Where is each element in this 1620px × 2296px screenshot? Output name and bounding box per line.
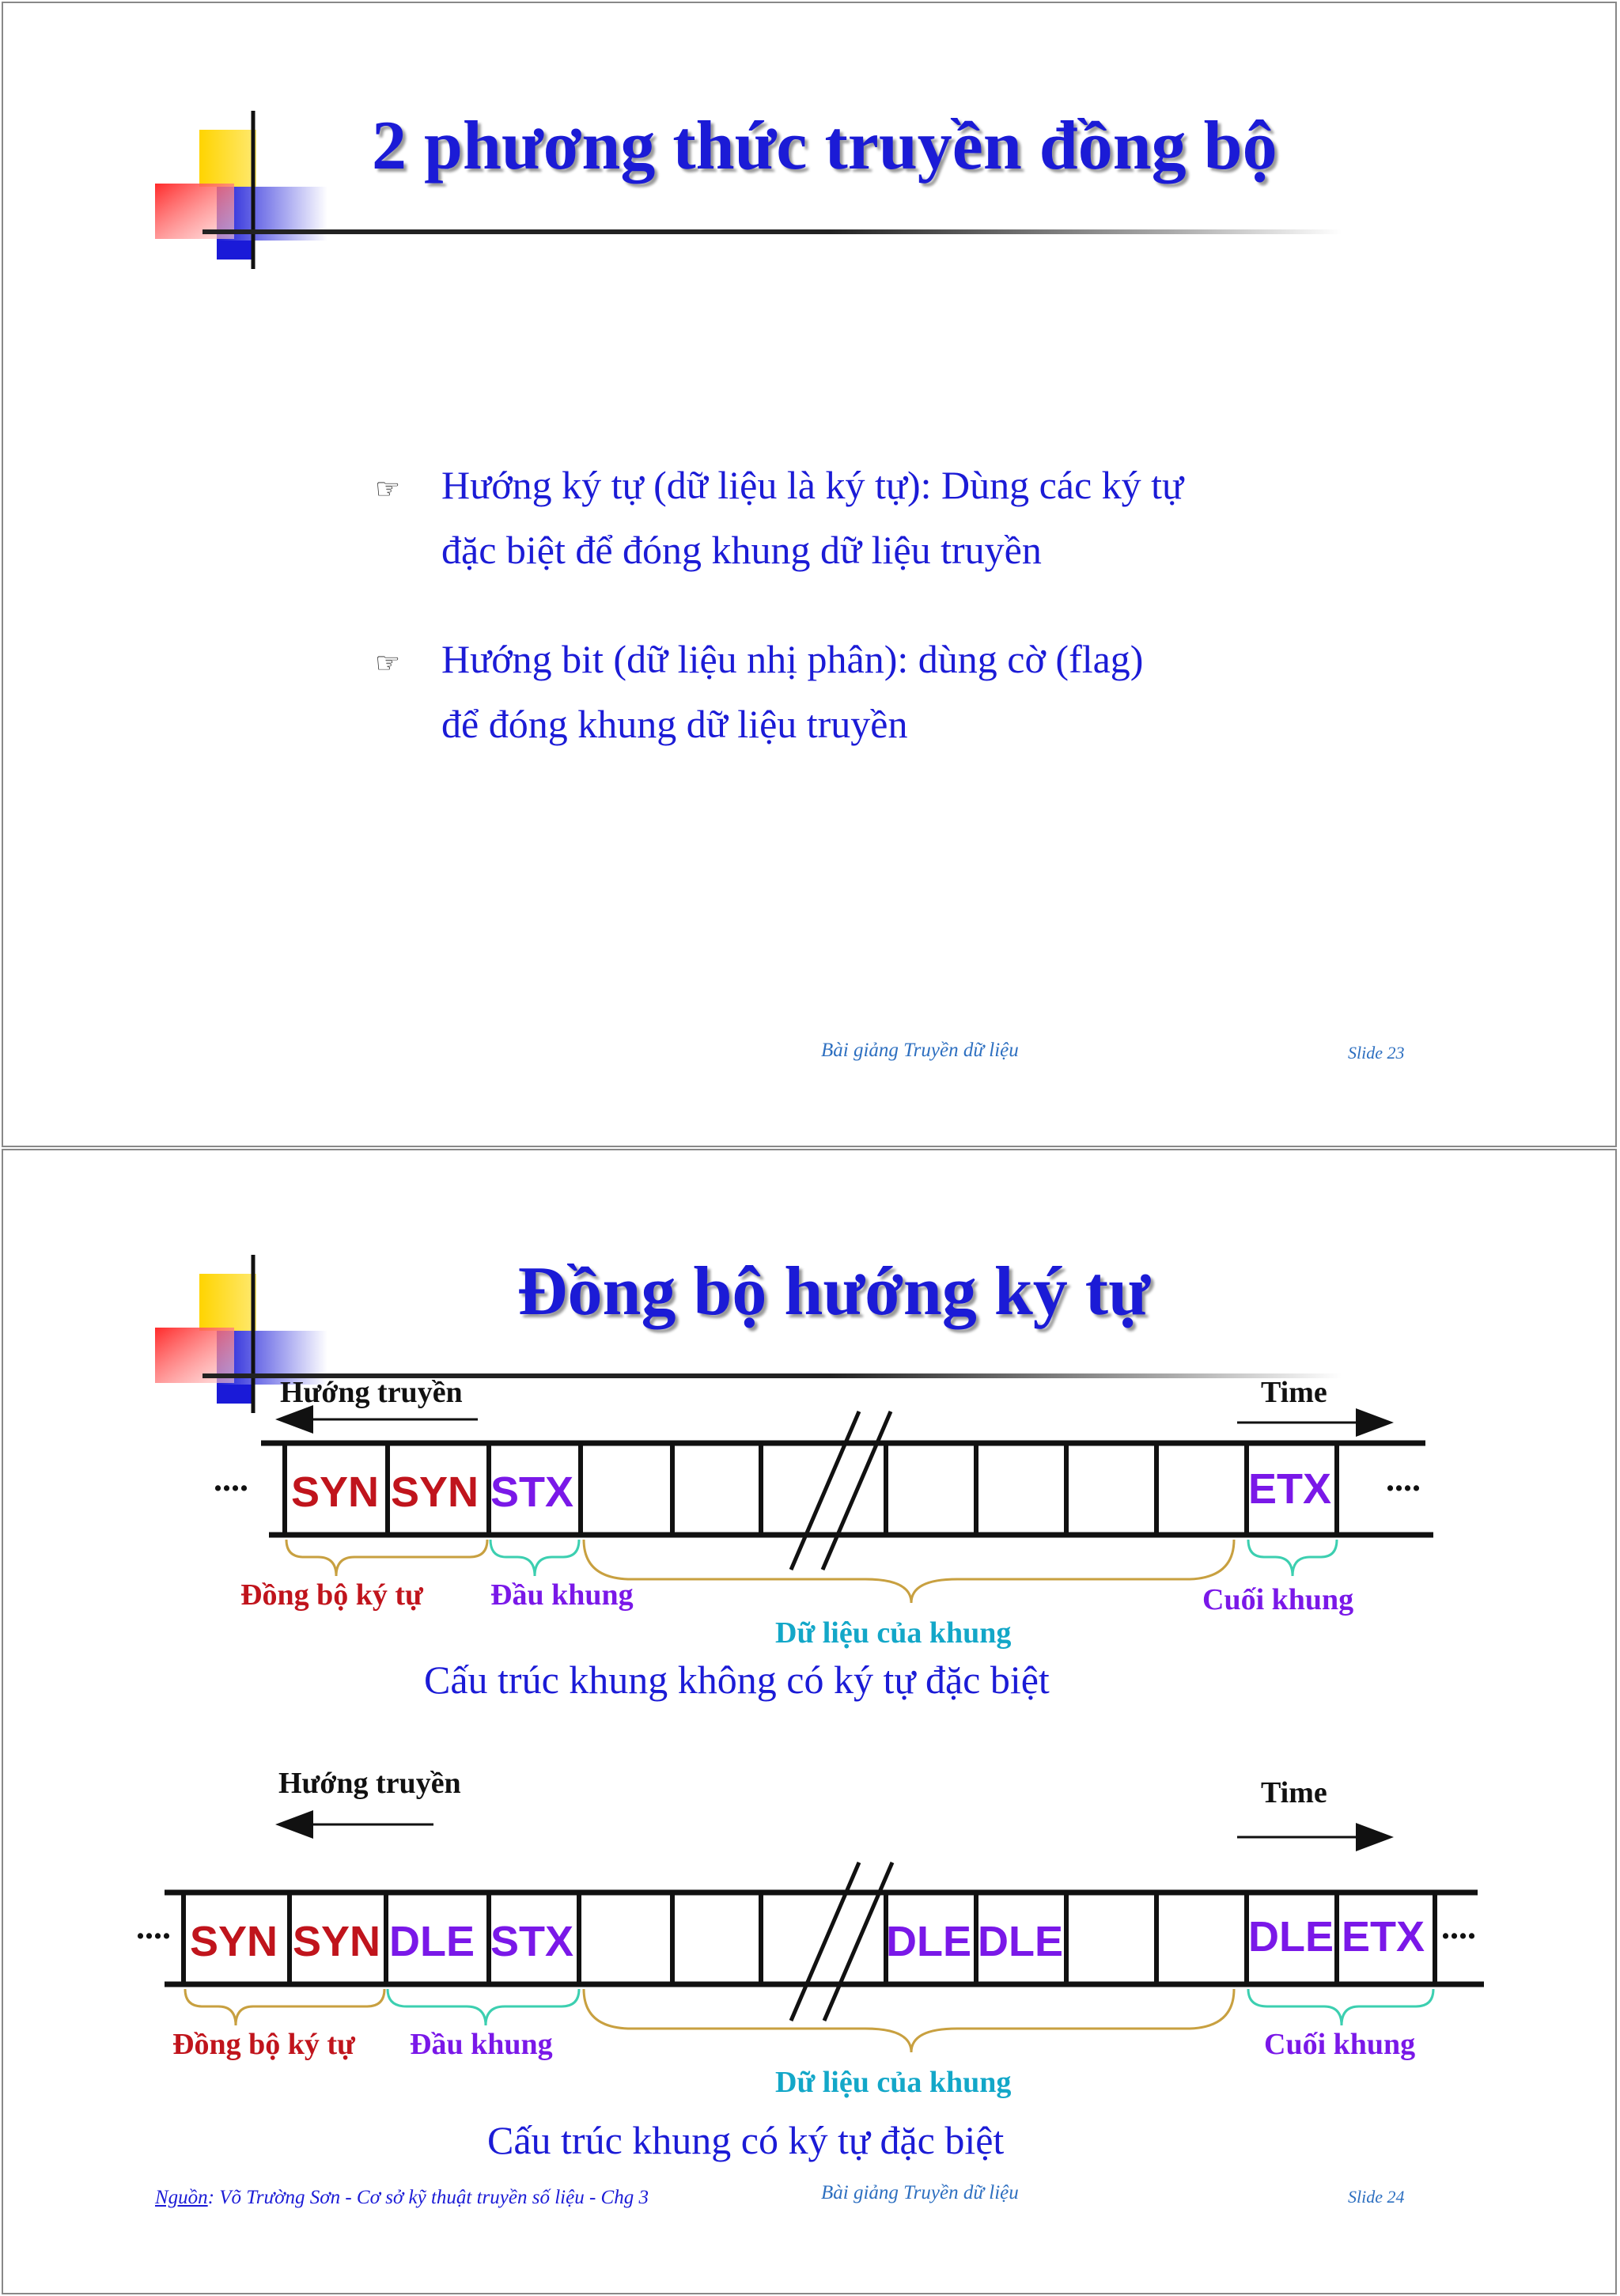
cell-syn: SYN (391, 1468, 479, 1516)
bullet-item (375, 627, 1144, 756)
bullet-item (375, 453, 1184, 582)
frame-diagram-1 (261, 1411, 1433, 1603)
ellipsis-left: .... (136, 1908, 171, 1946)
brace-sync (286, 1540, 487, 1576)
bullet-line: để đóng khung dữ liệu truyền (441, 702, 908, 746)
cell-dle: DLE (389, 1918, 475, 1965)
bullet-line: Hướng bit (dữ liệu nhị phân): dùng cờ (flag) (441, 637, 1144, 681)
ellipsis-right: .... (1386, 1460, 1421, 1498)
label-frame-data: Dữ liệu của khung (775, 1616, 1012, 1650)
brace-data (584, 1989, 1234, 2052)
cell-stx: STX (490, 1918, 574, 1965)
pointing-hand-icon: ☞ (375, 473, 401, 506)
source-label: Nguồn (155, 2187, 208, 2208)
label-frame-header: Đầu khung (490, 1578, 634, 1612)
slide-24 (2, 1149, 1617, 2294)
direction-label: Hướng truyền (278, 1767, 461, 1800)
cell-syn: SYN (190, 1918, 278, 1965)
cell-stx: STX (490, 1468, 574, 1516)
source-citation: : Võ Trường Sơn - Cơ sở kỹ thuật truyền số liệu - Chg 3 (207, 2187, 649, 2208)
frame-diagram-2 (165, 1824, 1484, 2052)
time-label: Time (1261, 1376, 1327, 1409)
cell-syn: SYN (293, 1918, 381, 1965)
ellipsis-left: .... (214, 1460, 248, 1498)
brace-trailer (1248, 1989, 1433, 2025)
footer-course: Bài giảng Truyền dữ liệu (821, 1040, 1019, 1061)
label-frame-trailer: Cuối khung (1264, 2028, 1416, 2061)
title-rule (202, 229, 1342, 234)
label-frame-trailer: Cuối khung (1202, 1583, 1354, 1616)
diagram-caption: Cấu trúc khung có ký tự đặc biệt (487, 2118, 1005, 2162)
slide-decoration-logo (150, 111, 332, 277)
brace-sync (185, 1989, 384, 2025)
brace-header (388, 1989, 579, 2025)
cell-dle: DLE (1248, 1913, 1334, 1961)
cell-etx: ETX (1342, 1913, 1425, 1961)
ellipsis-right: .... (1441, 1908, 1476, 1946)
footer-slide-number: Slide 24 (1348, 2187, 1405, 2207)
brace-header (490, 1540, 579, 1576)
footer-course: Bài giảng Truyền dữ liệu (821, 2182, 1019, 2203)
bullet-line: Hướng ký tự (dữ liệu là ký tự): Dùng các ký tự (441, 463, 1184, 507)
cell-dle: DLE (978, 1918, 1063, 1965)
cell-etx: ETX (1248, 1465, 1332, 1513)
cell-syn: SYN (291, 1468, 380, 1516)
diagram-caption: Cấu trúc khung không có ký tự đặc biệt (424, 1658, 1050, 1702)
time-label: Time (1261, 1776, 1327, 1809)
slide-23 (2, 2, 1617, 1147)
label-frame-header: Đầu khung (410, 2028, 553, 2061)
label-char-sync: Đồng bộ ký tự (240, 1578, 423, 1612)
footer-slide-number: Slide 23 (1348, 1043, 1405, 1063)
label-frame-data: Dữ liệu của khung (775, 2066, 1012, 2099)
bullet-line: đặc biệt để đóng khung dữ liệu truyền (441, 528, 1042, 572)
label-char-sync: Đồng bộ ký tự (172, 2028, 355, 2061)
cell-dle: DLE (886, 1918, 971, 1965)
brace-trailer (1248, 1540, 1337, 1576)
footer-source (155, 2187, 649, 2209)
slide-title: 2 phương thức truyền đồng bộ (372, 108, 1277, 184)
direction-label: Hướng truyền (280, 1376, 463, 1409)
pointing-hand-icon: ☞ (375, 647, 401, 680)
brace-data (584, 1540, 1234, 1603)
slide-title: Đồng bộ hướng ký tự (517, 1253, 1150, 1330)
